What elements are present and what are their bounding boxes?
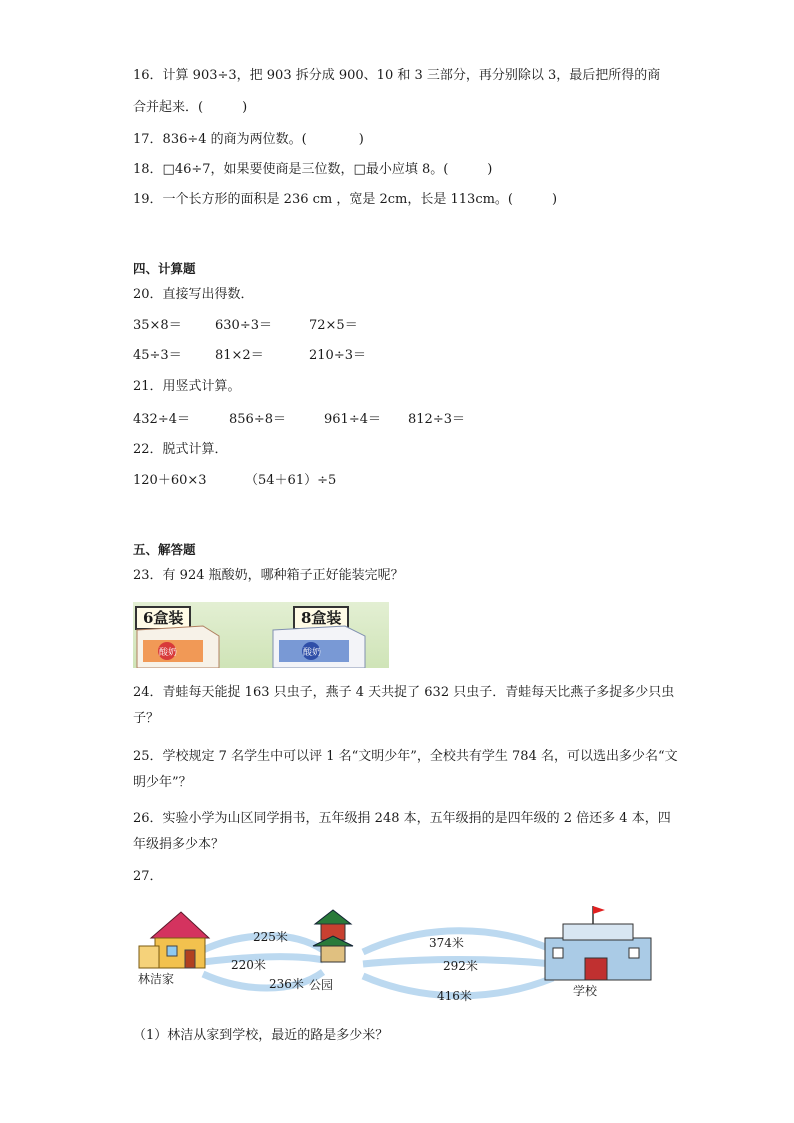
expression: 432÷4＝ [133,412,190,427]
route-map [133,902,658,1007]
question-20-title: 20．直接写出得数． [133,287,254,302]
expression: 630÷3＝ [215,318,272,333]
home-label: 林洁家 [138,972,175,986]
question-22-title: 22．脱式计算． [133,442,228,457]
box-product-label: 酸奶 [159,648,178,658]
yogurt-boxes-image [133,602,389,668]
box-label-6: 6盒装 [135,606,191,630]
question-16-line2: 合并起来．( ) [133,100,248,115]
distance-label: 374米 [429,936,464,950]
distance-label: 416米 [437,989,472,1003]
expression: 72×5＝ [309,318,358,333]
house-roof [151,912,209,938]
expression: 35×8＝ [133,318,182,333]
section-4-title: 四、计算题 [133,261,196,276]
expression: 856÷8＝ [229,412,286,427]
distance-label: 236米 [269,977,304,991]
expression: 812÷3＝ [408,412,465,427]
school-label: 学校 [573,984,598,998]
box-label-8: 8盒装 [293,606,349,630]
box-product-label: 酸奶 [303,648,322,658]
question-25: 25．学校规定 7 名学生中可以评 1 名“文明少年”，全校共有学生 784 名，可以选出多少名“文明少年”？ [133,749,678,790]
expression: 210÷3＝ [309,348,366,363]
question-18: 18．□46÷7，如果要使商是三位数，□最小应填 8。( ) [133,162,493,177]
pavilion-roof [315,910,351,924]
expression: 45÷3＝ [133,348,182,363]
expression: 120＋60×3 [133,473,207,488]
question-23: 23．有 924 瓶酸奶，哪种箱子正好能装完呢？ [133,568,404,583]
expression: （54＋61）÷5 [245,473,337,488]
expression: 961÷4＝ [324,412,381,427]
yogurt-boxes-drawing [133,602,389,668]
park-label: 公园 [309,978,334,992]
question-19: 19．一个长方形的面积是 236 cm ，宽是 2cm，长是 113cm。( ) [133,192,558,207]
expression: 81×2＝ [215,348,264,363]
question-17: 17．836÷4 的商为两位数。( ) [133,132,364,147]
question-24: 24．青蛙每天能捉 163 只虫子，燕子 4 天共捉了 632 只虫子．青蛙每天比燕子多捉多少只虫子？ [133,685,675,726]
question-27: 27． [133,869,163,884]
section-5-title: 五、解答题 [133,542,196,557]
question-27-1: （1）林洁从家到学校，最近的路是多少米？ [133,1028,389,1043]
question-21-title: 21．用竖式计算。 [133,379,241,394]
question-16-line1: 16．计算 903÷3，把 903 拆分成 900、10 和 3 三部分，再分别除以 3，最后把所得的商 [133,68,661,83]
distance-label: 225米 [253,930,288,944]
distance-label: 292米 [443,959,478,973]
question-26: 26．实验小学为山区同学捐书，五年级捐 248 本，五年级捐的是四年级的 2 倍还多 4 本，四年级捐多少本？ [133,811,671,852]
distance-label: 220米 [231,958,266,972]
